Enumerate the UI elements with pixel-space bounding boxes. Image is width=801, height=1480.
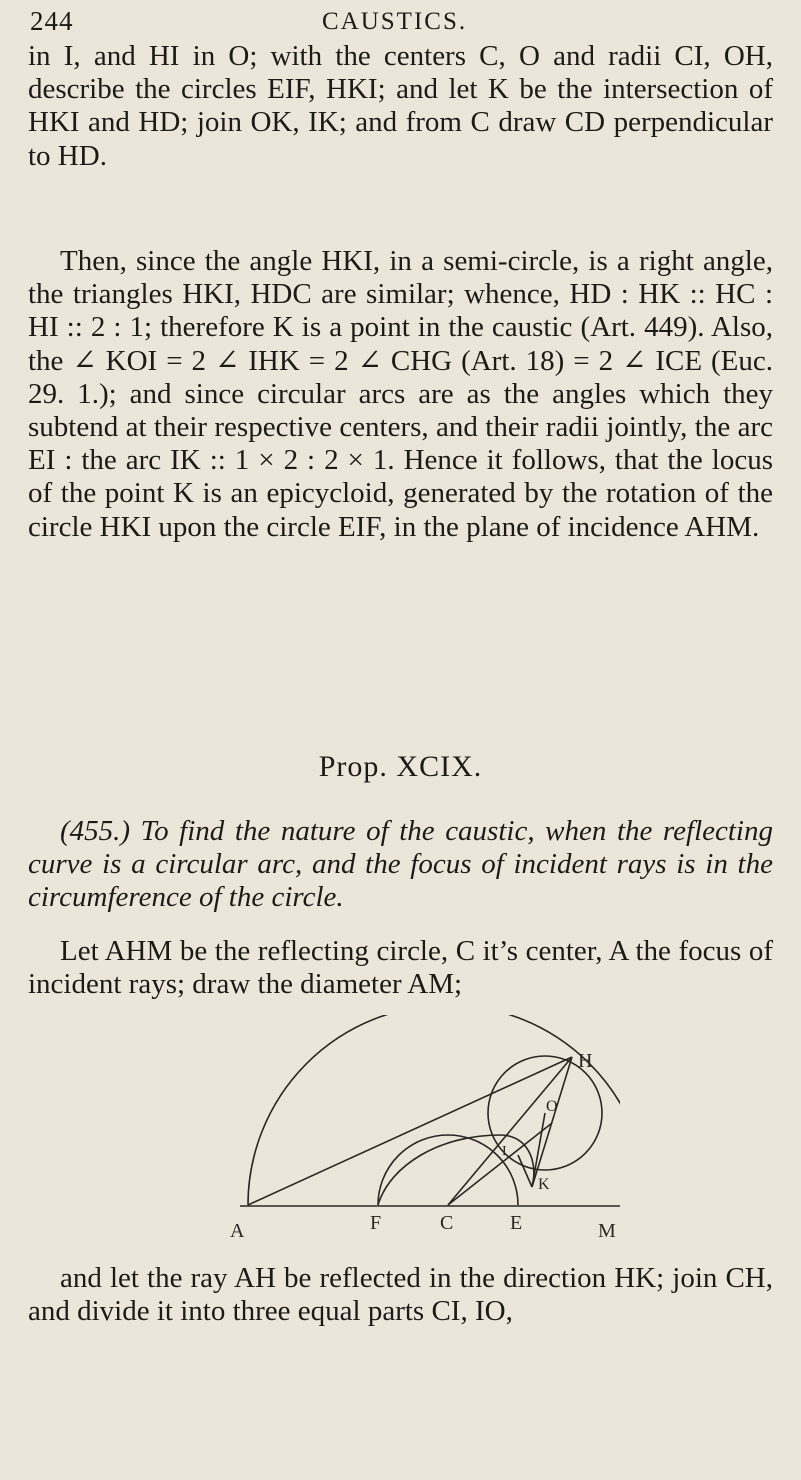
paragraph-proof: Then, since the angle HKI, in a semi-circle, is a right angle, the triangles HKI, HDC are similar; whence, HD : HK :: HC : HI :: 2 : 1; therefore K is a point in the caustic (Art. 449). Also, the ∠ KOI = 2 ∠ IHK = 2 ∠ CHG (Art. 18) = 2 ∠ ICE (Euc. 29. 1.); and since circular arcs are as the angles which they subtend at their respective centers, and their radii jointly, the arc EI : the arc IK :: 1 × 2 : 2 × 1. Hence it follows, that the locus of the point K is an epicycloid, generated by the rotation of the circle HKI upon the circle EIF, in the plane of incidence AHM. [28,245,773,543]
paragraph-construction: Let AHM be the reflecting circle, C it’s center, A the focus of incident rays; draw the diameter AM; [28,935,773,1001]
proposition-heading: Prop. XCIX. [318,750,483,783]
paragraph-continuation: in I, and HI in O; with the centers C, O and radii CI, OH, describe the circles EIF, HKI; and let K be the intersection of HKI and HD; join OK, IK; and from C draw CD perpendicular to HD. [28,40,773,172]
label-h: H [578,1050,593,1072]
proposition-statement: (455.) To find the nature of the caustic, when the reflecting curve is a circular arc, and the focus of incident rays is in the circumference of the circle. [28,815,773,914]
page-header [30,6,770,42]
page-number: 244 [30,6,74,36]
ray-ah [248,1057,572,1205]
line-ch [448,1057,572,1205]
label-o: O [546,1098,558,1115]
label-e: E [510,1212,523,1234]
paragraph-next: and let the ray AH be reflected in the direction HK; join CH, and divide it into three equal parts CI, IO, [28,1262,773,1328]
geometric-figure [200,1015,620,1260]
label-c: C [440,1212,454,1234]
running-head: CAUSTICS. [322,8,468,35]
line-ik [518,1155,532,1187]
label-a: A [230,1220,245,1242]
label-f: F [370,1212,382,1234]
label-m: M [598,1220,616,1242]
label-k: K [538,1176,550,1193]
reflecting-circle-arc [248,1015,620,1205]
ray-hk [532,1057,572,1187]
label-i: I [502,1144,507,1159]
